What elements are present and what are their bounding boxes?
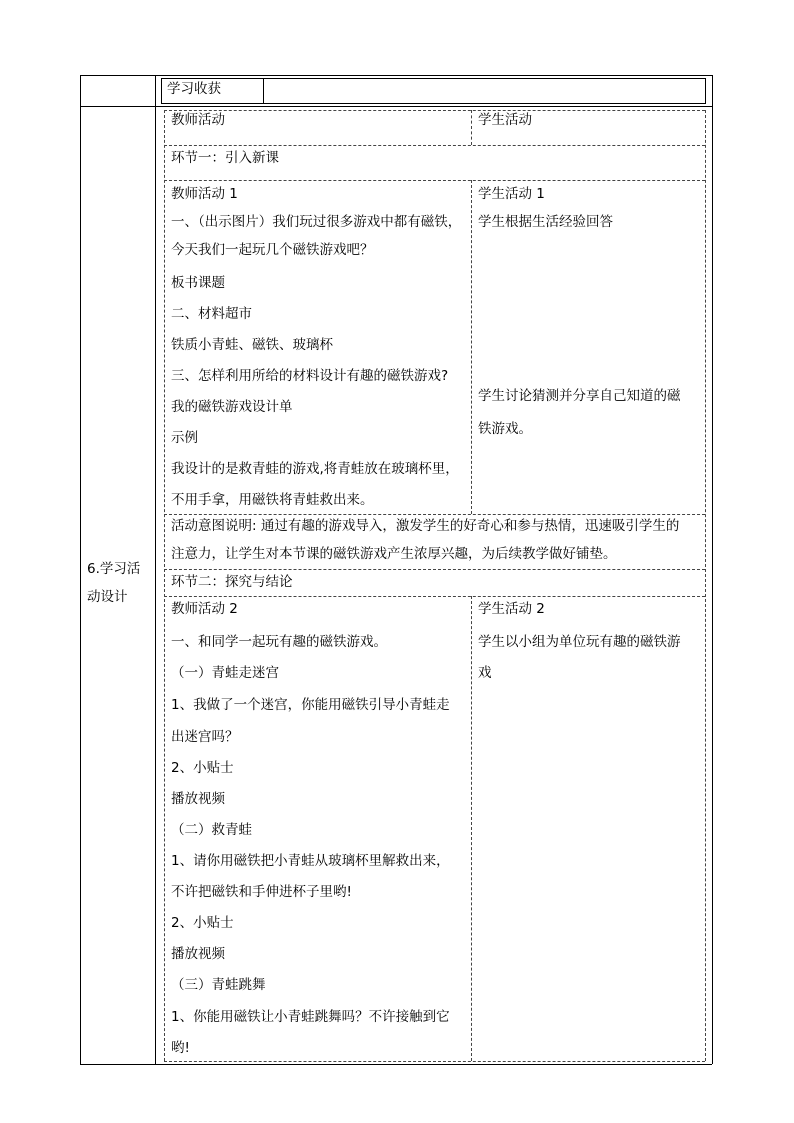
stage1-intent-line: 注意力，让学生对本节课的磁铁游戏产生浓厚兴趣，为后续教学做好铺垫。 bbox=[171, 546, 617, 562]
inner-intent-bottom bbox=[164, 569, 705, 570]
inner-stage1-title-bottom bbox=[164, 180, 705, 181]
stage1-teacher-line: 板书课题 bbox=[171, 275, 225, 291]
inner-header-bottom bbox=[164, 145, 705, 146]
stage2-title: 环节二：探究与结论 bbox=[171, 574, 293, 590]
stage1-teacher-line: 今天我们一起玩几个磁铁游戏吧？ bbox=[171, 242, 374, 258]
table-top-border bbox=[80, 75, 712, 76]
stage2-student-line: 学生以小组为单位玩有趣的磁铁游 bbox=[478, 634, 681, 650]
stage2-teacher-line: 不许把磁铁和手伸进杯子里哟! bbox=[171, 884, 352, 900]
stage2-teacher-line: 播放视频 bbox=[171, 946, 225, 962]
inner-stage1-body-bottom bbox=[164, 514, 705, 515]
stage2-teacher-line: 1、请你用磁铁把小青蛙从玻璃杯里解救出来， bbox=[171, 853, 450, 869]
inner-bottom-border bbox=[164, 1061, 705, 1062]
stage1-teacher-line: 铁质小青蛙、磁铁、玻璃杯 bbox=[171, 337, 333, 353]
section-label-line1: 6.学习活 bbox=[87, 561, 141, 577]
stage1-teacher-line: 教师活动 1 bbox=[171, 186, 238, 202]
learning-gains-box bbox=[161, 78, 706, 104]
stage2-teacher-line: 出迷宫吗？ bbox=[171, 729, 239, 745]
stage1-teacher-line: 二、材料超市 bbox=[171, 306, 252, 322]
inner-stage2-title-bottom bbox=[164, 596, 705, 597]
stage1-teacher-line: 示例 bbox=[171, 430, 198, 446]
inner-mid-divider-stage1 bbox=[471, 180, 472, 514]
stage1-student-line: 铁游戏。 bbox=[478, 421, 532, 437]
stage2-teacher-line: 教师活动 2 bbox=[171, 601, 238, 617]
section-label-line2: 动设计 bbox=[87, 589, 128, 605]
stage2-teacher-line: （一）青蛙走迷宫 bbox=[171, 665, 279, 681]
stage1-teacher-line: 三、怎样利用所给的材料设计有趣的磁铁游戏? bbox=[171, 368, 449, 384]
stage2-teacher-line: 哟! bbox=[171, 1040, 190, 1056]
stage1-teacher-line: 一、（出示图片）我们玩过很多游戏中都有磁铁， bbox=[171, 214, 462, 230]
stage1-student-line: 学生根据生活经验回答 bbox=[478, 214, 613, 230]
inner-left-border bbox=[164, 110, 165, 1061]
inner-top-border bbox=[164, 110, 705, 111]
inner-right-border bbox=[705, 110, 706, 1061]
stage2-teacher-line: 2、小贴士 bbox=[171, 915, 234, 931]
stage1-teacher-line: 不用手拿，用磁铁将青蛙救出来。 bbox=[171, 492, 374, 508]
table-bottom-border bbox=[80, 1064, 712, 1065]
column-divider bbox=[155, 75, 156, 1064]
header-student-activity: 学生活动 bbox=[478, 112, 532, 128]
inner-mid-divider-header bbox=[471, 110, 472, 145]
stage1-intent-line: 活动意图说明: 通过有趣的游戏导入，激发学生的好奇心和参与热情，迅速吸引学生的 bbox=[171, 518, 680, 534]
stage2-teacher-line: 一、和同学一起玩有趣的磁铁游戏。 bbox=[171, 634, 387, 650]
stage1-student-line: 学生讨论猜测并分享自己知道的磁 bbox=[478, 388, 681, 404]
stage1-title: 环节一：引入新课 bbox=[171, 150, 279, 166]
stage1-student-line: 学生活动 1 bbox=[478, 186, 545, 202]
stage2-teacher-line: 播放视频 bbox=[171, 791, 225, 807]
stage1-teacher-line: 我设计的是救青蛙的游戏,将青蛙放在玻璃杯里， bbox=[171, 461, 459, 477]
learning-gains-label: 学习收获 bbox=[167, 81, 221, 97]
row-divider bbox=[80, 106, 712, 107]
stage2-student-line: 学生活动 2 bbox=[478, 601, 545, 617]
stage2-teacher-line: 2、小贴士 bbox=[171, 760, 234, 776]
stage2-teacher-line: 1、我做了一个迷宫，你能用磁铁引导小青蛙走 bbox=[171, 697, 450, 713]
stage2-student-line: 戏 bbox=[478, 665, 492, 681]
stage2-teacher-line: 1、你能用磁铁让小青蛙跳舞吗？不许接触到它 bbox=[171, 1009, 450, 1025]
table-right-border bbox=[712, 75, 713, 1064]
stage1-teacher-line: 我的磁铁游戏设计单 bbox=[171, 399, 293, 415]
table-left-border bbox=[80, 75, 81, 1064]
stage2-teacher-line: （三）青蛙跳舞 bbox=[171, 977, 266, 993]
learning-gains-divider bbox=[263, 78, 264, 103]
inner-mid-divider-stage2 bbox=[471, 596, 472, 1061]
stage2-teacher-line: （二）救青蛙 bbox=[171, 822, 252, 838]
header-teacher-activity: 教师活动 bbox=[171, 112, 225, 128]
